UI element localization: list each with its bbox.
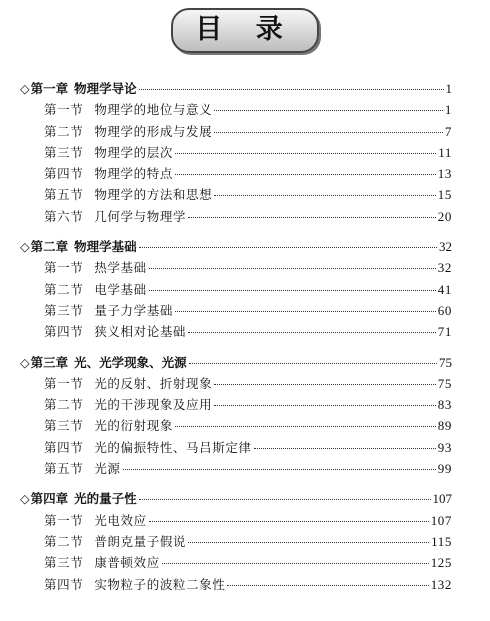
section-name: 实物粒子的波粒二象性 — [94, 576, 226, 592]
dot-leader — [175, 426, 436, 427]
section-name: 物理学的地位与意义 — [94, 102, 213, 118]
section-entry[interactable] — [20, 415, 452, 436]
section-number: 第六节 — [44, 208, 84, 224]
section-number: 第三节 — [44, 302, 84, 318]
page-number: 20 — [437, 208, 452, 224]
section-name: 物理学的层次 — [94, 144, 173, 160]
dot-leader — [162, 563, 429, 564]
section-name: 光的衍射现象 — [94, 418, 173, 434]
dot-leader — [227, 585, 428, 586]
dot-leader — [149, 290, 436, 291]
section-number: 第五节 — [44, 187, 84, 203]
page-number: 7 — [444, 123, 452, 139]
page-number: 75 — [439, 354, 452, 370]
dot-leader — [123, 469, 436, 470]
dot-leader — [149, 521, 429, 522]
section-name: 物理学的形成与发展 — [94, 123, 213, 139]
section-number: 第二节 — [44, 123, 84, 139]
dot-leader — [214, 132, 443, 133]
page-number: 15 — [437, 187, 452, 203]
dot-leader — [149, 268, 436, 269]
section-name: 光的反射、折射现象 — [94, 375, 213, 391]
section-entry[interactable] — [20, 394, 452, 415]
section-name: 电学基础 — [94, 281, 147, 297]
dot-leader — [189, 363, 437, 364]
page-number: 32 — [439, 239, 452, 255]
chapter-entry[interactable] — [20, 78, 452, 99]
section-number: 第三节 — [44, 144, 84, 160]
dot-leader — [188, 332, 436, 333]
page-number: 41 — [437, 281, 452, 297]
page-number: 75 — [437, 375, 452, 391]
page-number: 107 — [430, 512, 452, 528]
chapter-name: 物理学导论 — [74, 81, 137, 96]
chapter-number: 第二章 — [30, 239, 69, 255]
section-entry[interactable] — [20, 531, 452, 552]
section-name: 狭义相对论基础 — [94, 324, 187, 340]
page-number: 93 — [437, 439, 452, 455]
chapter-name: 物理学基础 — [74, 239, 137, 255]
section-name: 几何学与物理学 — [94, 208, 187, 224]
section-number: 第二节 — [44, 281, 84, 297]
section-entry[interactable] — [20, 206, 452, 227]
page-number: 60 — [437, 302, 452, 318]
chapter-number: 第三章 — [30, 354, 69, 370]
section-entry[interactable] — [20, 184, 452, 205]
section-name: 量子力学基础 — [94, 302, 173, 318]
section-entry[interactable] — [20, 121, 452, 142]
section-entry[interactable] — [20, 458, 452, 479]
page-number: 99 — [437, 461, 452, 477]
section-number: 第一节 — [44, 102, 84, 118]
toc-title-area — [0, 8, 490, 53]
page-number: 89 — [437, 418, 452, 434]
page-number: 32 — [437, 260, 452, 276]
dot-leader — [214, 110, 443, 111]
section-entry[interactable] — [20, 574, 452, 595]
page-number: 115 — [431, 533, 452, 549]
diamond-icon: ◇ — [20, 81, 30, 96]
section-number: 第二节 — [44, 397, 84, 413]
section-name: 光的干涉现象及应用 — [94, 397, 213, 413]
dot-leader — [214, 195, 436, 196]
chapter-number: 第一章 — [30, 81, 69, 96]
diamond-icon: ◇ — [20, 491, 30, 507]
section-entry[interactable] — [20, 510, 452, 531]
dot-leader — [139, 89, 444, 90]
section-entry[interactable] — [20, 373, 452, 394]
section-number: 第三节 — [44, 418, 84, 434]
chapter-heading — [20, 78, 137, 99]
page-number: 11 — [438, 144, 452, 160]
dot-leader — [214, 384, 436, 385]
section-name: 普朗克量子假说 — [94, 533, 187, 549]
chapter-entry[interactable] — [20, 488, 452, 509]
page-number: 1 — [445, 81, 452, 96]
section-name: 光电效应 — [94, 512, 147, 528]
section-number: 第三节 — [44, 555, 84, 571]
chapter-heading — [20, 352, 187, 373]
page-number: 107 — [432, 491, 452, 507]
section-number: 第一节 — [44, 260, 84, 276]
dot-leader — [175, 311, 436, 312]
section-entry[interactable] — [20, 163, 452, 184]
section-number: 第四节 — [44, 439, 84, 455]
table-of-contents — [20, 78, 452, 595]
section-number: 第四节 — [44, 166, 84, 182]
section-number: 第四节 — [44, 324, 84, 340]
section-name: 康普顿效应 — [94, 555, 160, 571]
section-name: 热学基础 — [94, 260, 147, 276]
chapter-heading — [20, 488, 137, 509]
chapter-heading — [20, 236, 137, 257]
section-entry[interactable] — [20, 279, 452, 300]
section-entry[interactable] — [20, 257, 452, 278]
dot-leader — [214, 405, 436, 406]
dot-leader — [254, 448, 436, 449]
dot-leader — [139, 247, 437, 248]
section-entry[interactable] — [20, 142, 452, 163]
chapter-name: 光的量子性 — [74, 491, 137, 507]
dot-leader — [139, 499, 431, 500]
section-number: 第一节 — [44, 512, 84, 528]
page-number: 83 — [437, 397, 452, 413]
section-number: 第一节 — [44, 375, 84, 391]
page-number: 132 — [430, 576, 452, 592]
dot-leader — [188, 542, 429, 543]
diamond-icon: ◇ — [20, 239, 30, 255]
chapter-number: 第四章 — [30, 491, 69, 507]
section-name: 光源 — [94, 461, 121, 477]
dot-leader — [175, 153, 436, 154]
chapter-entry[interactable] — [20, 352, 452, 373]
section-entry[interactable] — [20, 321, 452, 342]
diamond-icon: ◇ — [20, 354, 30, 370]
page-number: 1 — [444, 102, 452, 118]
chapter-entry[interactable] — [20, 236, 452, 257]
section-name: 物理学的方法和思想 — [94, 187, 213, 203]
dot-leader — [188, 217, 436, 218]
section-name: 光的偏振特性、马吕斯定律 — [94, 439, 252, 455]
section-name: 物理学的特点 — [94, 166, 173, 182]
section-number: 第四节 — [44, 576, 84, 592]
page-number: 71 — [437, 324, 452, 340]
dot-leader — [175, 174, 436, 175]
section-number: 第二节 — [44, 533, 84, 549]
page-number: 125 — [430, 555, 452, 571]
toc-title: 目 录 — [171, 8, 318, 53]
section-entry[interactable] — [20, 300, 452, 321]
section-entry[interactable] — [20, 99, 452, 120]
page-number: 13 — [437, 166, 452, 182]
section-number: 第五节 — [44, 461, 84, 477]
section-entry[interactable] — [20, 552, 452, 573]
chapter-name: 光、光学现象、光源 — [74, 354, 187, 370]
section-entry[interactable] — [20, 437, 452, 458]
